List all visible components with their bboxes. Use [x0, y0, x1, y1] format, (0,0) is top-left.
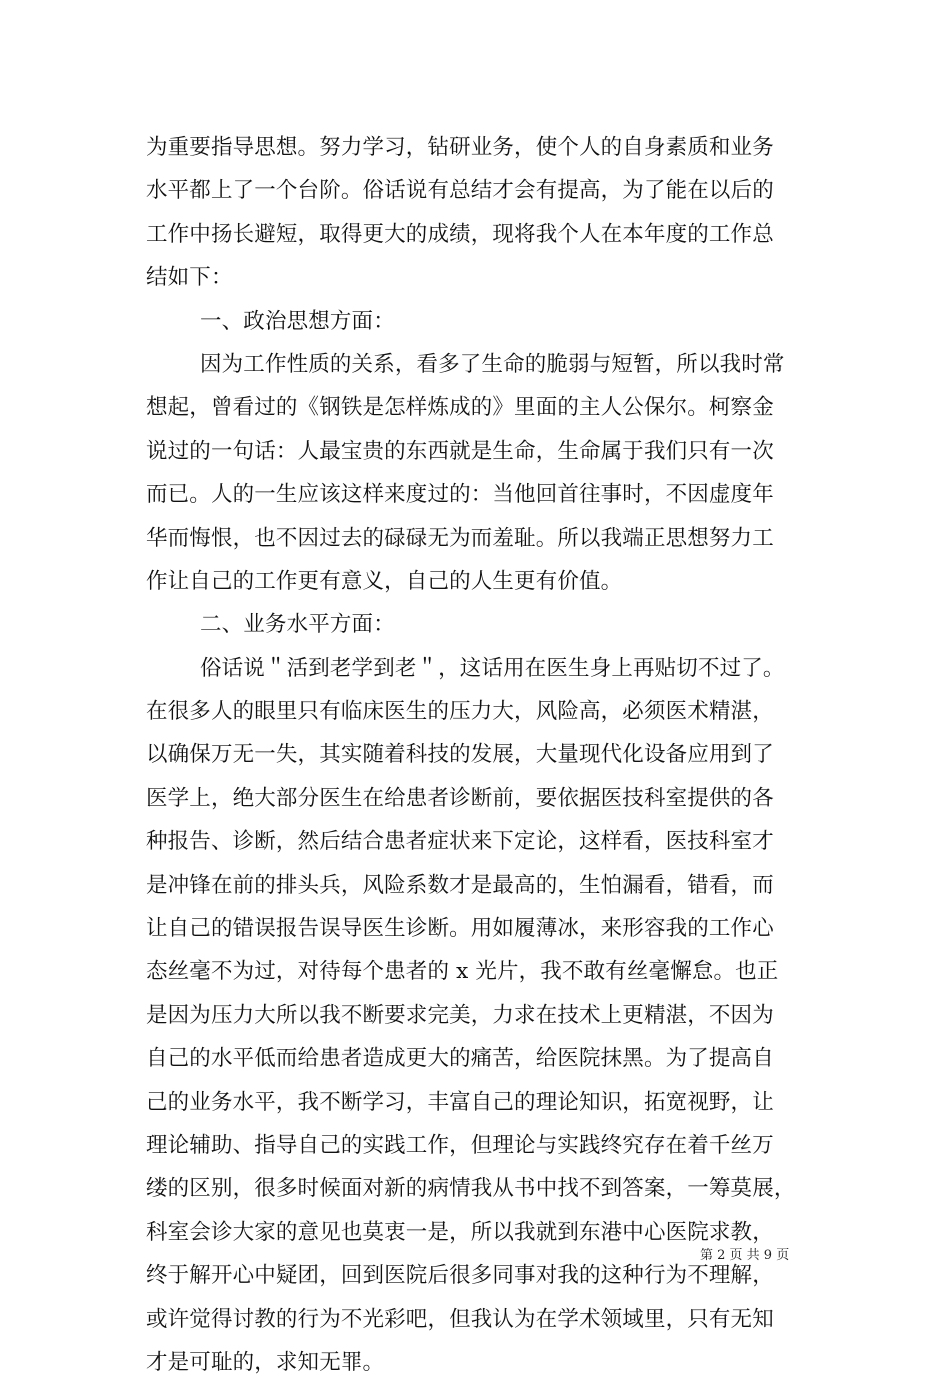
page-footer: 第 2 页 共 9 页	[700, 1248, 790, 1263]
text-line: 是因为压力大所以我不断要求完美，力求在技术上更精湛，不因为	[146, 1002, 774, 1028]
text-line: 才是可耻的，求知无罪。	[146, 1349, 385, 1375]
text-line: 在很多人的眼里只有临床医生的压力大，风险高，必须医术精湛，	[146, 699, 774, 725]
text-line: 而已。人的一生应该这样来度过的：当他回首往事时，不因虚度年	[146, 482, 774, 508]
text-line: 科室会诊大家的意见也莫衷一是，所以我就到东港中心医院求教，	[146, 1219, 774, 1245]
text-line: 二、业务水平方面：	[200, 612, 395, 638]
text-line: 俗话说＂活到老学到老＂，这话用在医生身上再贴切不过了。	[200, 655, 785, 681]
text-line: 医学上，绝大部分医生在给患者诊断前，要依据医技科室提供的各	[146, 785, 774, 811]
text-line: 是冲锋在前的排头兵，风险系数才是最高的，生怕漏看，错看，而	[146, 872, 774, 898]
text-line: 为重要指导思想。努力学习，钻研业务，使个人的自身素质和业务	[146, 135, 774, 160]
text-line: 终于解开心中疑团，回到医院后很多同事对我的这种行为不理解，	[146, 1263, 774, 1289]
text-line: 让自己的错误报告误导医生诊断。用如履薄冰，来形容我的工作心	[146, 916, 774, 942]
text-line: 想起，曾看过的《钢铁是怎样炼成的》里面的主人公保尔。柯察金	[146, 395, 774, 421]
text-line: 因为工作性质的关系，看多了生命的脆弱与短暂，所以我时常	[200, 351, 785, 377]
text-line: 种报告、诊断，然后结合患者症状来下定论，这样看，医技科室才	[146, 829, 774, 855]
text-line: 缕的区别，很多时候面对新的病情我从书中找不到答案，一筹莫展，	[146, 1176, 796, 1202]
body-text	[146, 126, 816, 1384]
text-line: 己的业务水平，我不断学习，丰富自己的理论知识，拓宽视野，让	[146, 1089, 774, 1115]
text-line: 态丝毫不为过，对待每个患者的 x 光片，我不敢有丝毫懈怠。也正	[146, 959, 779, 985]
text-line: 理论辅助、指导自己的实践工作，但理论与实践终究存在着千丝万	[146, 1132, 774, 1158]
text-line: 作让自己的工作更有意义，自己的人生更有价值。	[146, 568, 623, 594]
text-line: 说过的一句话：人最宝贵的东西就是生命，生命属于我们只有一次	[146, 438, 774, 464]
text-line: 工作中扬长避短，取得更大的成绩，现将我个人在本年度的工作总	[146, 221, 774, 247]
text-line: 华而悔恨，也不因过去的碌碌无为而羞耻。所以我端正思想努力工	[146, 525, 774, 551]
text-line: 以确保万无一失，其实随着科技的发展，大量现代化设备应用到了	[146, 742, 774, 768]
text-line: 结如下：	[146, 265, 233, 291]
text-line: 自己的水平低而给患者造成更大的痛苦，给医院抹黑。为了提高自	[146, 1046, 774, 1072]
text-line: 水平都上了一个台阶。俗话说有总结才会有提高，为了能在以后的	[146, 178, 774, 204]
text-line: 或许觉得讨教的行为不光彩吧，但我认为在学术领域里，只有无知	[146, 1306, 774, 1332]
text-line: 一、政治思想方面：	[200, 308, 395, 334]
